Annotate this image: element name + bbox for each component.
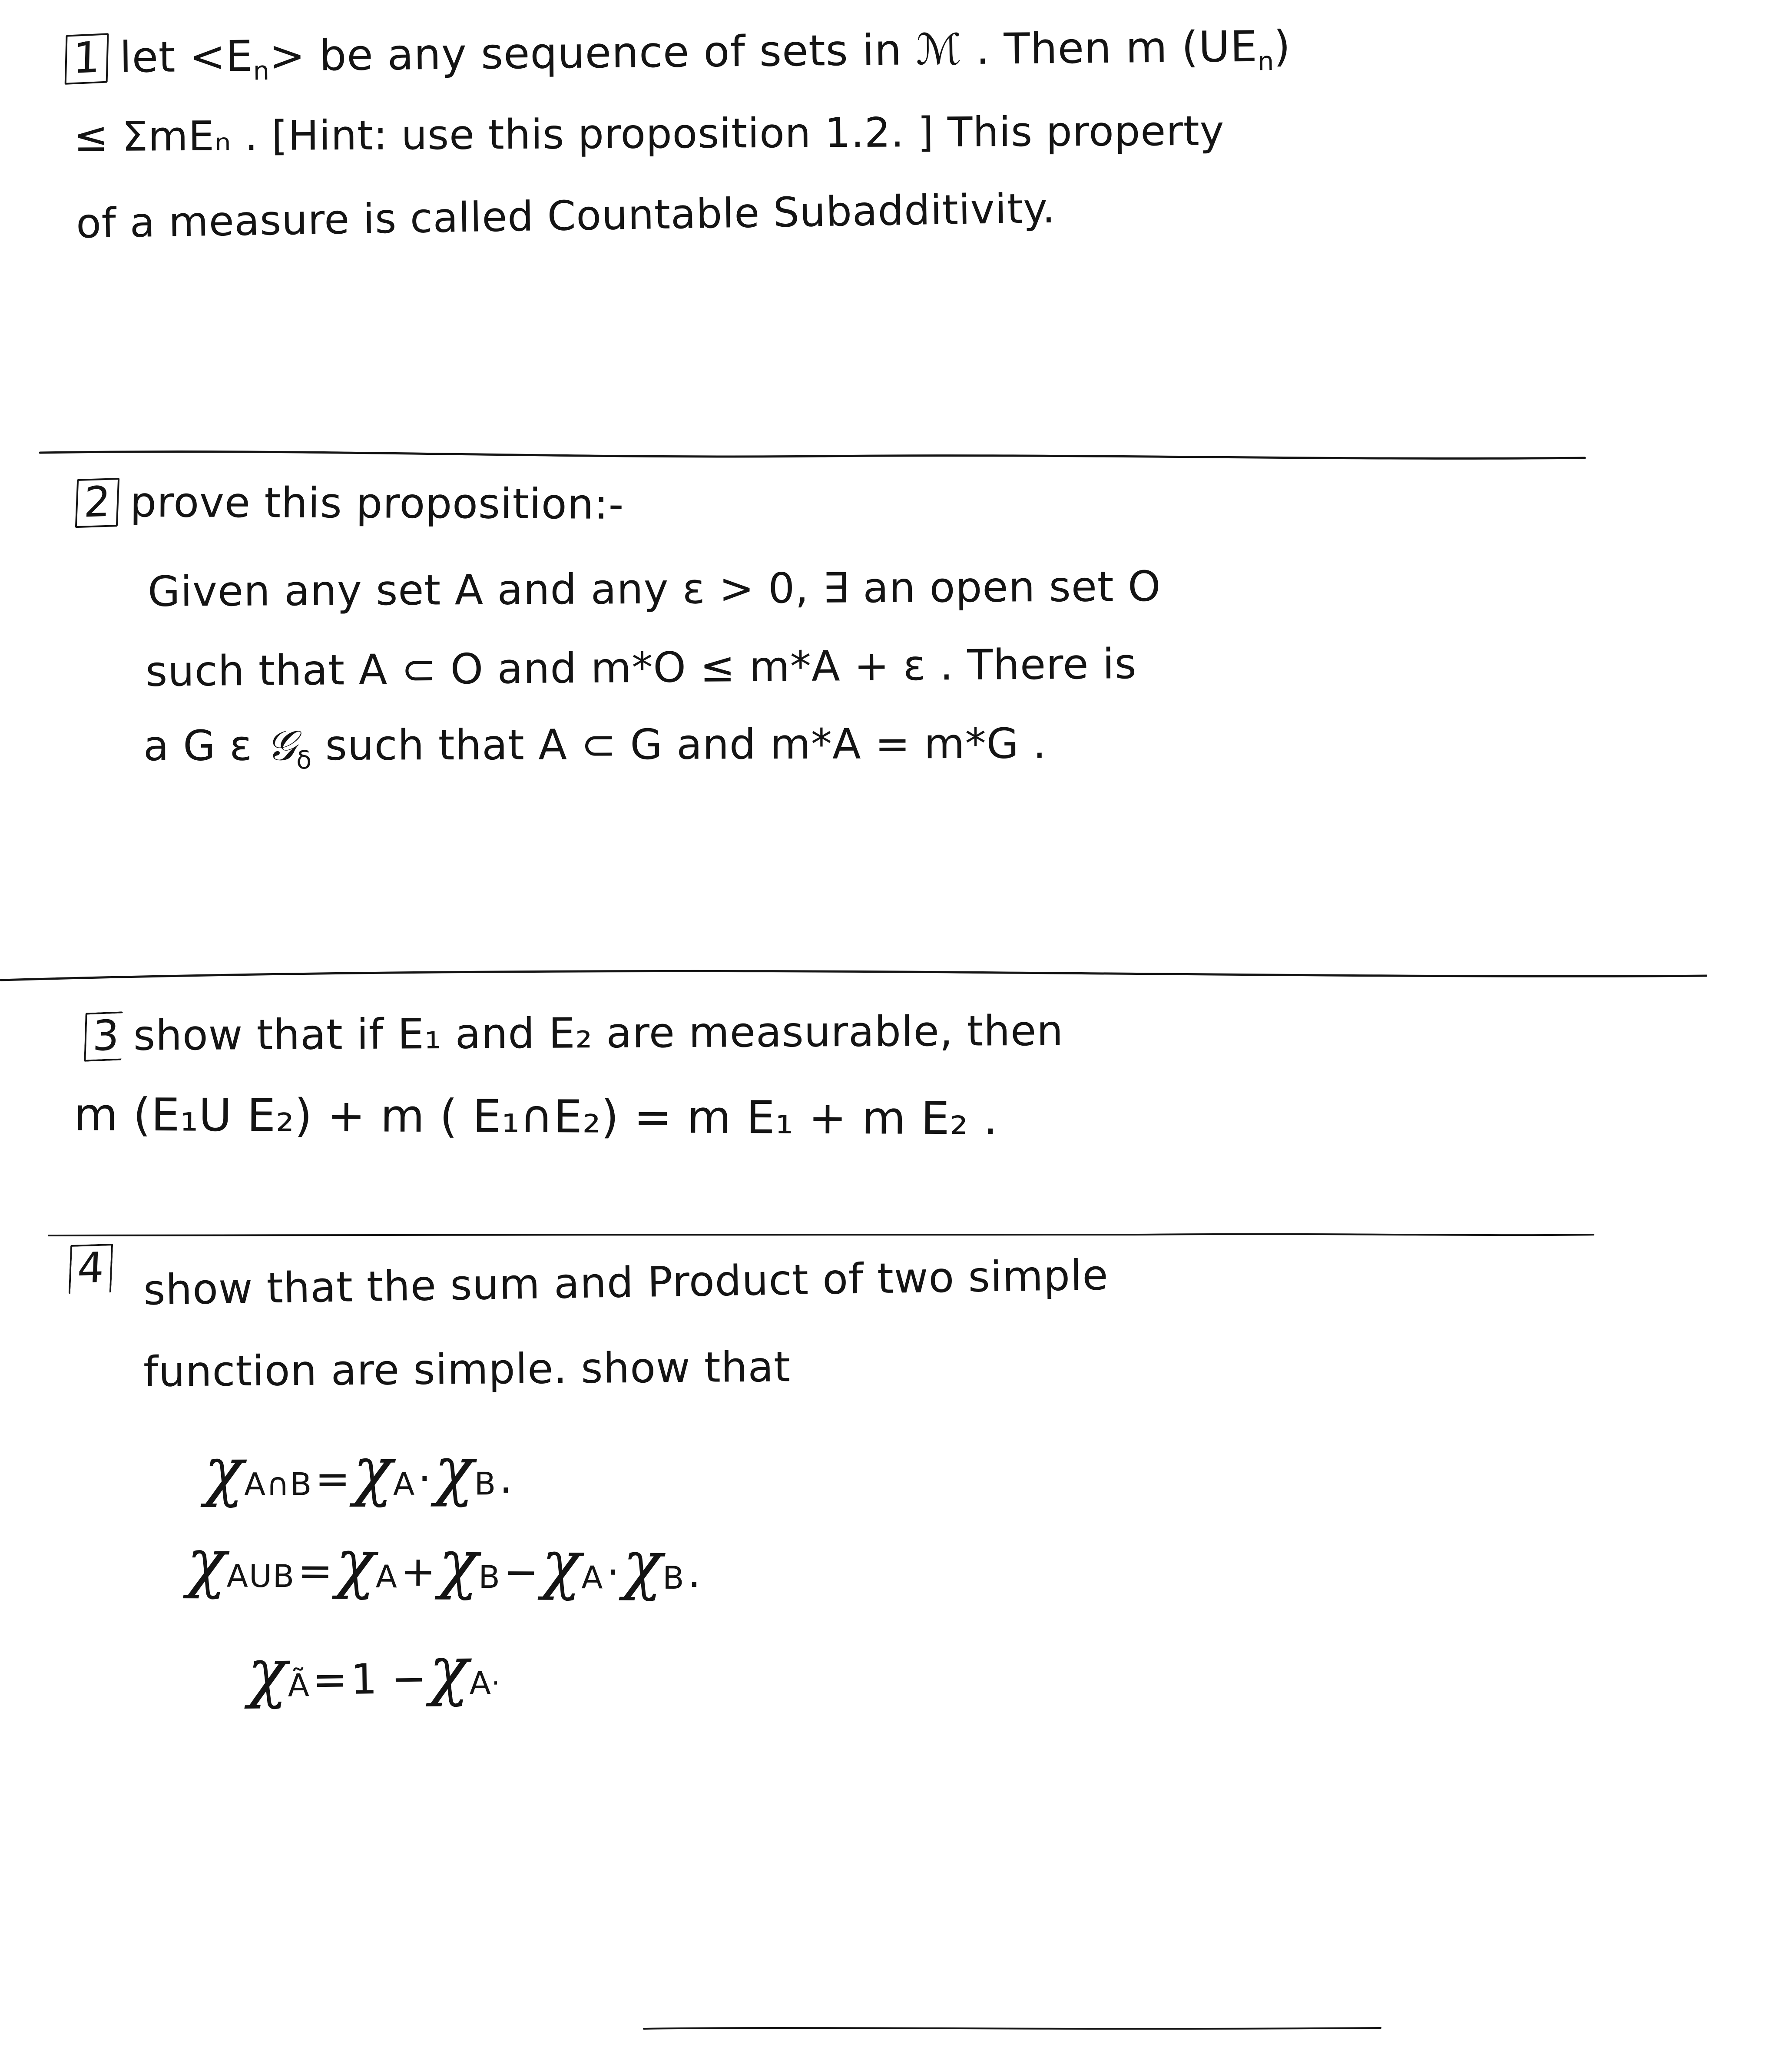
problem-3-number: 3 (84, 1011, 123, 1062)
problem-4-line-2: function are simple. show that (143, 1342, 791, 1396)
problem-2-sub-delta: δ (296, 745, 312, 775)
problem-1 (0, 21, 1792, 248)
dot-operator-2: · (606, 1548, 620, 1597)
dot-operator: · (418, 1454, 432, 1503)
chi-subscript-a-complement: Ã (287, 1666, 311, 1704)
problem-1-number: 1 (65, 33, 109, 85)
chi-subscript-a: A (393, 1465, 416, 1502)
problem-2 (0, 477, 1792, 775)
problem-1-line-3: of a measure is called Countable Subadditivity. (76, 185, 1056, 248)
problem-1-text-a: let <E (119, 31, 254, 83)
problem-2-text-4d: such that A ⊂ G and m*A = m*G . (311, 719, 1047, 770)
script-g-glyph: 𝒢 (266, 721, 297, 770)
problem-2-line-2: Given any set A and any ε > 0, ∃ an open set O (147, 562, 1161, 616)
chi-subscript-a-union-b: AUB (226, 1557, 295, 1595)
problem-4-equation-1 (204, 1432, 1792, 1509)
separator-3 (48, 1229, 1594, 1233)
chi-subscript-a-3: A (581, 1559, 604, 1596)
separator-bottom (643, 2024, 1381, 2028)
problem-2-line-1 (76, 478, 1792, 534)
problem-1-sub-n: n (253, 56, 270, 86)
problem-3-line-2: m (E₁U E₂) + m ( E₁∩E₂) = m E₁ + m E₂ . (73, 1088, 998, 1145)
chi-symbol-3: χ (434, 1432, 474, 1508)
problem-1-line-2: ≤ ΣmEₙ . [Hint: use this proposition 1.2. ] This property (73, 107, 1225, 161)
problem-1-sub-n2: n (1257, 46, 1274, 76)
problem-4-text-1: show that the sum and Product of two simple (143, 1250, 1109, 1315)
chi-symbol-4: χ (186, 1525, 227, 1601)
chi-symbol-8: χ (623, 1527, 663, 1603)
problem-2-line-3: such that A ⊂ O and m*O ≤ m*A + ε . There is (145, 639, 1137, 696)
problem-4-equation-2 (186, 1525, 1792, 1604)
problem-1-text-c: > be any sequence of sets in (269, 25, 916, 81)
problem-1-line-1 (65, 18, 1792, 86)
problem-4-number: 4 (69, 1244, 113, 1294)
prime-tick: · (491, 1668, 501, 1699)
chi-symbol-10: χ (428, 1632, 470, 1709)
chi-subscript-b-3: B (662, 1559, 685, 1597)
problem-1-text-f: ) (1273, 21, 1291, 72)
separator-1 (39, 447, 1586, 451)
one-minus: 1 − (350, 1654, 427, 1704)
problem-4 (0, 1243, 1792, 1711)
plus-sign: + (400, 1547, 436, 1596)
equals-sign-2: = (298, 1547, 333, 1596)
chi-symbol-6: χ (438, 1526, 479, 1602)
problem-4-equation-3 (247, 1620, 1792, 1711)
equals-sign-3: = (312, 1655, 348, 1704)
chi-subscript-a-4: A (469, 1664, 492, 1702)
problem-2-number: 2 (75, 478, 119, 528)
problem-1-text-d: ℳ . Then m (UE (915, 22, 1258, 75)
chi-symbol-7: χ (541, 1526, 582, 1602)
period-mark: . (499, 1454, 513, 1503)
minus-sign: − (503, 1547, 539, 1597)
period-mark-2: . (687, 1548, 702, 1597)
problem-2-text-1: prove this proposition:- (129, 477, 624, 529)
problem-4-number-row (70, 1244, 1792, 1300)
chi-symbol: χ (204, 1433, 245, 1509)
problem-3 (0, 1006, 1792, 1145)
chi-symbol-2: χ (353, 1433, 394, 1509)
equals-sign: = (315, 1454, 351, 1503)
problem-2-line-4 (143, 720, 1792, 774)
problem-3-text-1: show that if E₁ and E₂ are measurable, then (133, 1006, 1064, 1060)
problem-2-text-4a: a G ε (143, 721, 266, 770)
chi-symbol-5: χ (335, 1525, 376, 1601)
chi-subscript-b-2: B (478, 1559, 501, 1596)
chi-subscript-a-2: A (375, 1558, 398, 1595)
chi-subscript-b: B (474, 1465, 497, 1502)
chi-subscript-a-int-b: A∩B (244, 1465, 313, 1503)
chi-symbol-9: χ (247, 1634, 288, 1711)
problem-3-line-1 (85, 1004, 1792, 1061)
separator-2 (0, 969, 1707, 972)
